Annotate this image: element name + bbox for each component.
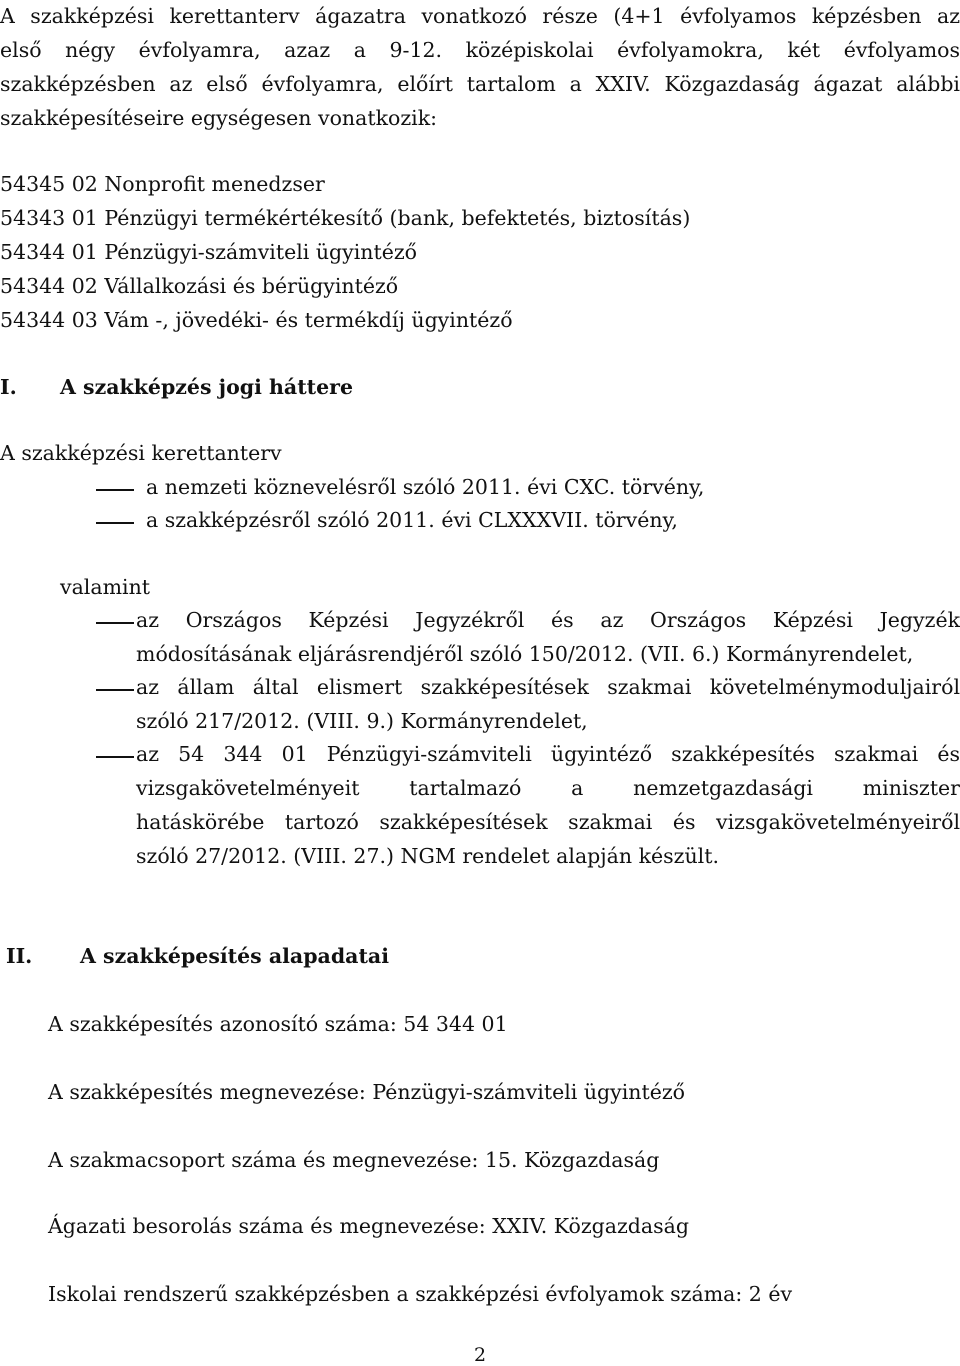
- basic-data-item: A szakmacsoport száma és megnevezése: 15. Közgazdaság: [48, 1148, 660, 1172]
- intro-line-2: első négy évfolyamra, azaz a 9-12. középiskolai évfolyamokra, két évfolyamos: [0, 38, 960, 62]
- qualification-item: 54344 01 Pénzügyi-számviteli ügyintéző: [0, 240, 418, 264]
- decree-3-line-1: az 54 344 01 Pénzügyi-számviteli ügyintéző szakképesítés szakmai és: [136, 742, 960, 766]
- law-item: a szakképzésről szóló 2011. évi CLXXXVII. törvény,: [146, 508, 678, 532]
- dash-bullet: [96, 489, 134, 491]
- section-1-number: I.: [0, 375, 17, 399]
- dash-bullet: [96, 622, 134, 624]
- decree-3-line-4: szóló 27/2012. (VIII. 27.) NGM rendelet alapján készült.: [136, 844, 719, 868]
- decree-3-line-2: vizsgakövetelményeit tartalmazó a nemzetgazdasági miniszter: [136, 776, 960, 800]
- decree-1-line-2: módosításának eljárásrendjéről szóló 150/2012. (VII. 6.) Kormányrendelet,: [136, 642, 914, 666]
- intro-line-1: A szakképzési kerettanterv ágazatra vonatkozó része (4+1 évfolyamos képzésben az: [0, 4, 960, 28]
- qualification-item: 54344 02 Vállalkozási és bérügyintéző: [0, 274, 399, 298]
- decree-2-line-2: szóló 217/2012. (VIII. 9.) Kormányrendelet,: [136, 709, 588, 733]
- qualification-item: 54345 02 Nonprofit menedzser: [0, 172, 325, 196]
- decree-2-line-1: az állam által elismert szakképesítések szakmai követelménymoduljairól: [136, 675, 960, 699]
- basic-data-item: A szakképesítés azonosító száma: 54 344 01: [48, 1012, 508, 1036]
- decree-1-line-1: az Országos Képzési Jegyzékről és az Országos Képzési Jegyzék: [136, 608, 960, 632]
- law-item: a nemzeti köznevelésről szóló 2011. évi CXC. törvény,: [146, 475, 705, 499]
- dash-bullet: [96, 756, 134, 758]
- dash-bullet: [96, 689, 134, 691]
- section-2-title: A szakképesítés alapadatai: [80, 944, 389, 968]
- qualification-item: 54344 03 Vám -, jövedéki- és termékdíj ügyintéző: [0, 308, 513, 332]
- and-connector: valamint: [60, 575, 151, 599]
- intro-line-3: szakképzésben az első évfolyamra, előírt tartalom a XXIV. Közgazdaság ágazat alábbi: [0, 72, 960, 96]
- basic-data-item: A szakképesítés megnevezése: Pénzügyi-számviteli ügyintéző: [48, 1080, 686, 1104]
- basic-data-item: Ágazati besorolás száma és megnevezése: XXIV. Közgazdaság: [48, 1214, 689, 1238]
- intro-line-4: szakképesítéseire egységesen vonatkozik:: [0, 106, 438, 130]
- section-1-title: A szakképzés jogi háttere: [60, 375, 354, 399]
- decree-3-line-3: hatáskörébe tartozó szakképesítések szakmai és vizsgakövetelményeiről: [136, 810, 960, 834]
- section-2-number: II.: [6, 944, 33, 968]
- page-number: 2: [473, 1344, 487, 1366]
- dash-bullet: [96, 522, 134, 524]
- section-1-lead: A szakképzési kerettanterv: [0, 441, 282, 465]
- qualification-item: 54343 01 Pénzügyi termékértékesítő (bank, befektetés, biztosítás): [0, 206, 691, 230]
- basic-data-item: Iskolai rendszerű szakképzésben a szakképzési évfolyamok száma: 2 év: [48, 1282, 793, 1306]
